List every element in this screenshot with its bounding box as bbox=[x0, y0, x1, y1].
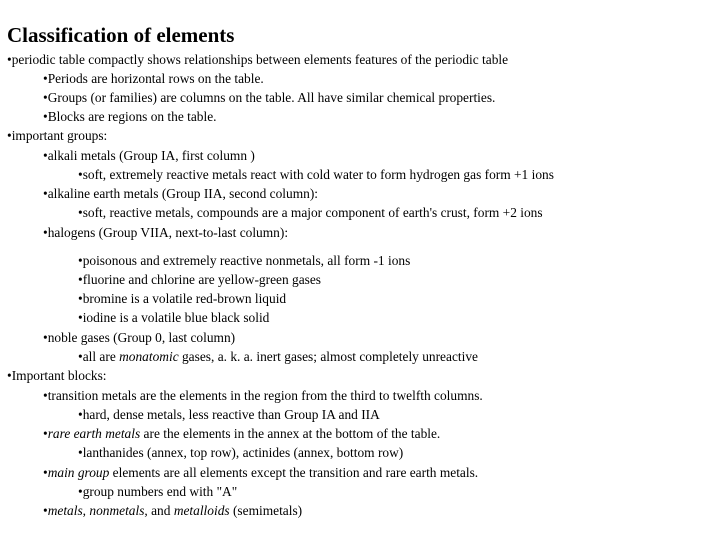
bullet-text: • bbox=[43, 465, 48, 480]
bullet-line bbox=[43, 148, 255, 164]
bullet-text: , bbox=[82, 503, 90, 518]
bullet-text: • bbox=[43, 503, 48, 518]
bullet-line bbox=[78, 349, 478, 365]
bullet-line bbox=[43, 503, 302, 519]
bullet-line bbox=[43, 225, 288, 241]
bullet-text: (semimetals) bbox=[229, 503, 303, 518]
bullet-text: gases, a. k. a. inert gases; almost completely unreactive bbox=[178, 349, 478, 364]
emphasis-text: metals bbox=[47, 503, 83, 518]
emphasis-text: nonmetals bbox=[89, 503, 145, 518]
bullet-text: elements are all elements except the transition and rare earth metals. bbox=[109, 465, 479, 480]
bullet-text: •Periods are horizontal rows on the table. bbox=[43, 71, 264, 86]
bullet-line bbox=[78, 445, 403, 461]
bullet-line bbox=[43, 90, 495, 106]
bullet-text: •group numbers end with "A" bbox=[78, 484, 238, 499]
bullet-text: •iodine is a volatile blue black solid bbox=[78, 310, 270, 325]
bullet-line bbox=[43, 109, 217, 125]
bullet-text: •fluorine and chlorine are yellow-green gases bbox=[78, 272, 322, 287]
bullet-text: • bbox=[43, 426, 48, 441]
bullet-text: •alkaline earth metals (Group IIA, second column): bbox=[43, 186, 319, 201]
bullet-text: •important groups: bbox=[7, 128, 108, 143]
bullet-text: •hard, dense metals, less reactive than Group IA and IIA bbox=[78, 407, 380, 422]
emphasis-text: monatomic bbox=[119, 349, 179, 364]
bullet-line bbox=[7, 52, 508, 68]
bullet-text: •poisonous and extremely reactive nonmetals, all form -1 ions bbox=[78, 253, 411, 268]
bullet-line bbox=[43, 186, 318, 202]
bullet-text: •noble gases (Group 0, last column) bbox=[43, 330, 236, 345]
bullet-text: are the elements in the annex at the bottom of the table. bbox=[140, 426, 441, 441]
bullet-text: •transition metals are the elements in the region from the third to twelfth columns. bbox=[43, 388, 483, 403]
bullet-line bbox=[43, 465, 478, 481]
bullet-text: •bromine is a volatile red-brown liquid bbox=[78, 291, 287, 306]
bullet-line bbox=[78, 407, 380, 423]
bullet-text: •halogens (Group VIIA, next-to-last column): bbox=[43, 225, 289, 240]
bullet-text: , and bbox=[144, 503, 174, 518]
bullet-line bbox=[78, 291, 286, 307]
bullet-text: •soft, extremely reactive metals react with cold water to form hydrogen gas form +1 ions bbox=[78, 167, 554, 182]
bullet-text: •Groups (or families) are columns on the table. All have similar chemical properties. bbox=[43, 90, 496, 105]
bullet-text: •all are bbox=[78, 349, 120, 364]
bullet-text: •lanthanides (annex, top row), actinides (annex, bottom row) bbox=[78, 445, 404, 460]
bullet-line bbox=[78, 484, 237, 500]
emphasis-text: metalloids bbox=[173, 503, 230, 518]
bullet-text: •Blocks are regions on the table. bbox=[43, 109, 217, 124]
bullet-line bbox=[7, 128, 107, 144]
bullet-text: •periodic table compactly shows relationships between elements features of the periodic table bbox=[7, 52, 509, 67]
bullet-line bbox=[78, 272, 321, 288]
bullet-line bbox=[78, 205, 543, 221]
bullet-line bbox=[43, 330, 235, 346]
emphasis-text: main group bbox=[47, 465, 110, 480]
bullet-line bbox=[43, 388, 483, 404]
bullet-line bbox=[43, 426, 440, 442]
bullet-text: •alkali metals (Group IA, first column ) bbox=[43, 148, 255, 163]
bullet-text: •Important blocks: bbox=[7, 368, 107, 383]
bullet-line bbox=[43, 71, 264, 87]
bullet-line bbox=[78, 310, 269, 326]
bullet-line bbox=[78, 167, 554, 183]
bullet-text: •soft, reactive metals, compounds are a major component of earth's crust, form +2 ions bbox=[78, 205, 543, 220]
slide-title: Classification of elements bbox=[7, 23, 235, 47]
bullet-line bbox=[78, 253, 410, 269]
emphasis-text: rare earth metals bbox=[47, 426, 141, 441]
bullet-line bbox=[7, 368, 107, 384]
